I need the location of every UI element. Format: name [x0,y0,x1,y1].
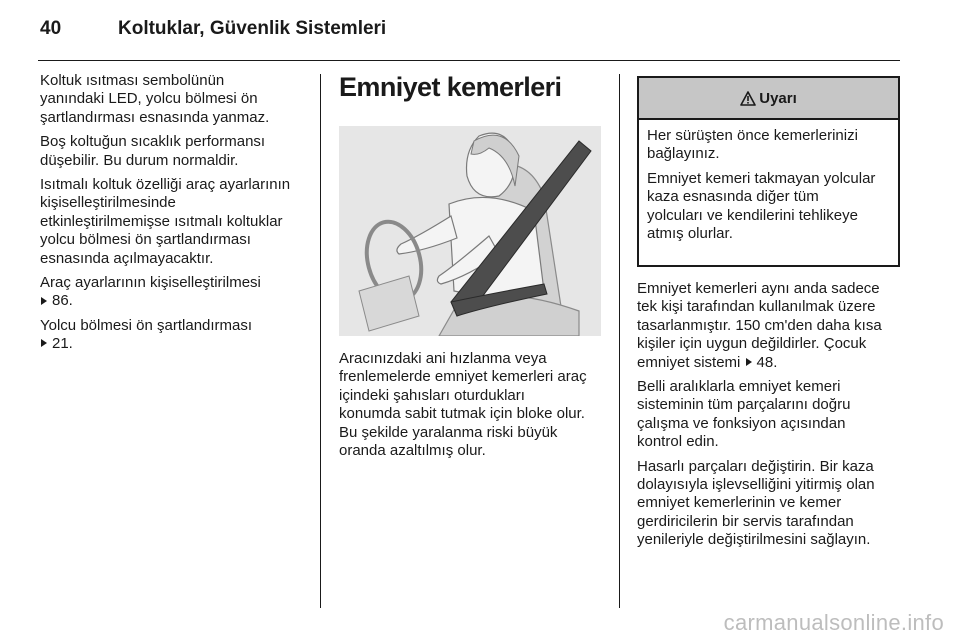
column-divider-left [320,74,321,608]
warning-paragraph: Her sürüşten önce kemerlerinizi bağlayınız. [647,127,858,163]
right-column [637,280,902,556]
page-reference-icon [746,358,752,366]
paragraph: Boş koltuğun sıcaklık performansı düşebilir. Bu durum normaldir. [40,133,266,169]
left-column [40,72,316,360]
paragraph-with-reference [40,274,316,311]
page-reference-link[interactable]: 21. [52,335,73,353]
paragraph: Koltuk ısıtması sembolünün yanındaki LED, yolcu bölmesi ön şartlandırması esnasında yanmaz. [40,72,270,126]
paragraph-with-reference [40,317,316,354]
section-title: Koltuklar, Güvenlik Sistemleri [118,18,387,39]
figure-caption: Aracınızdaki ani hızlanma veya frenlemelerde emniyet kemerleri araç içindeki şahısları oturdukları konumda sabit tutmak için bloke olur. Bu şekilde yaralanma riski büyük oranda azaltılmış olur. [339,350,587,460]
warning-box [637,76,900,267]
paragraph-text: Emniyet kemerleri aynı anda sadece tek kişi tarafından kullanılmak üzere tasarlanmıştır. 150 cm'den daha kısa kişiler için uygun değildirler. Çocuk emniyet sistemi [637,280,882,371]
paragraph-with-reference [637,280,902,372]
column-divider-right [619,74,620,608]
paragraph: Hasarlı parçaları değiştirin. Bir kaza dolayısıyla işlevselliğini yitirmiş olan emniyet kemerlerinin ve kemer gerdiricilerin bir servis tarafından yenileriyle değiştirilmesini sağlayın. [637,457,875,549]
seatbelt-illustration [339,126,601,336]
page-reference-icon [41,339,47,347]
middle-column [339,72,605,102]
watermark: carmanualsonline.info [723,610,944,635]
warning-header [639,78,898,120]
warning-title: Uyarı [759,89,797,107]
header-divider [38,60,900,61]
paragraph-text: Araç ayarlarının kişiselleştirilmesi [40,274,261,292]
page-reference-link[interactable]: 48. [756,353,778,371]
paragraph: Belli aralıklarla emniyet kemeri sisteminin tüm parçalarını doğru çalışma ve fonksiyon açısından kontrol edin. [637,378,851,451]
paragraph-text: Yolcu bölmesi ön şartlandırması [40,316,253,334]
warning-paragraph: Emniyet kemeri takmayan yolcular kaza esnasında diğer tüm yolcuları ve kendilerini tehlikeye atmış olurlar. [647,169,876,243]
page-reference-icon [41,297,47,305]
section-heading: Emniyet kemerleri [339,72,562,102]
page-header [0,0,960,62]
warning-body [639,120,898,243]
paragraph: Isıtmalı koltuk özelliği araç ayarlarının kişiselleştirilmesinde etkinleştirilmemişse ısıtmalı koltuklar yolcu bölmesi ön şartlandırması esnasında açılmayacaktır. [40,176,291,267]
page-reference-link[interactable]: 86. [52,292,73,310]
page-number: 40 [40,18,62,39]
warning-triangle-icon [740,91,756,106]
